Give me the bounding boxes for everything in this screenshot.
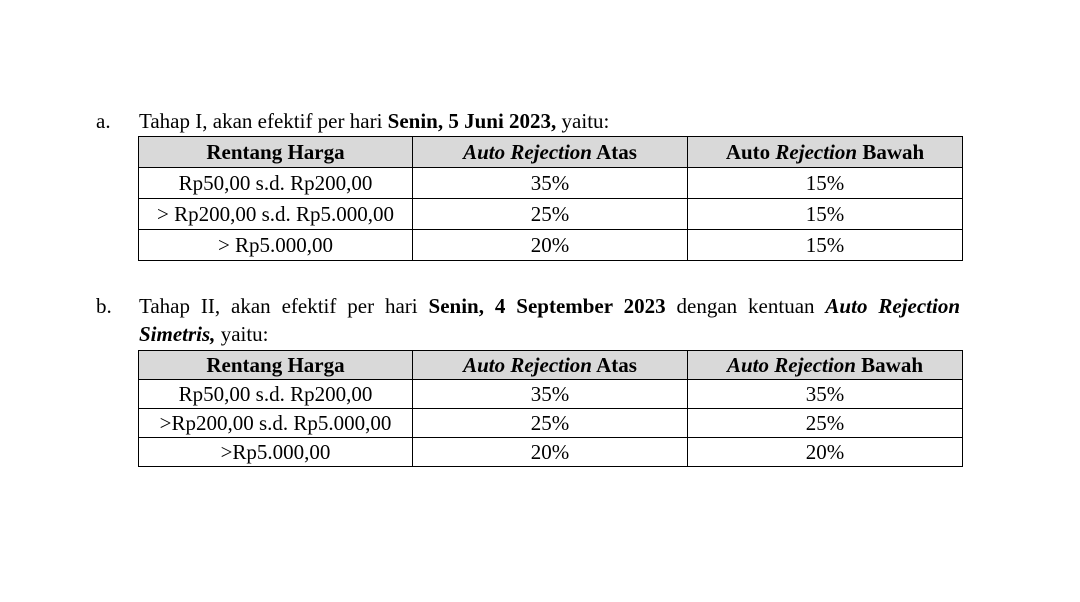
intro-text-end: yaitu: — [556, 109, 610, 133]
table-row — [139, 168, 963, 199]
cell-lower-limit: 25% — [688, 409, 963, 438]
cell-upper-limit: 20% — [413, 438, 688, 467]
header-auto-rejection-lower — [688, 137, 963, 168]
cell-lower-limit: 15% — [688, 230, 963, 261]
table-row — [139, 438, 963, 467]
header-italic-text: Auto Rejection — [726, 352, 856, 377]
cell-price-range: >Rp200,00 s.d. Rp5.000,00 — [139, 409, 413, 438]
header-italic-text: Rejection — [775, 139, 858, 164]
header-text: Bawah — [857, 139, 925, 164]
cell-price-range: Rp50,00 s.d. Rp200,00 — [139, 380, 413, 409]
cell-price-range: > Rp5.000,00 — [139, 230, 413, 261]
intro-text-mid: dengan kentuan — [665, 294, 826, 318]
header-text: Bawah — [855, 352, 924, 377]
cell-lower-limit: 35% — [688, 380, 963, 409]
cell-price-range: > Rp200,00 s.d. Rp5.000,00 — [139, 199, 413, 230]
intro-date: Senin, 4 September 2023 — [428, 294, 666, 318]
cell-upper-limit: 25% — [413, 409, 688, 438]
header-price-range: Rentang Harga — [139, 137, 413, 168]
cell-price-range: >Rp5.000,00 — [139, 438, 413, 467]
cell-lower-limit: 15% — [688, 168, 963, 199]
header-italic-text: Auto Rejection — [463, 352, 592, 377]
table-header-row — [139, 137, 963, 168]
intro-text: Tahap II, akan efektif per hari — [139, 294, 429, 318]
table-row — [139, 409, 963, 438]
header-text: Auto — [725, 139, 776, 164]
header-auto-rejection-lower — [688, 351, 963, 380]
table-row — [139, 230, 963, 261]
header-auto-rejection-upper — [413, 351, 688, 380]
header-text: Atas — [592, 352, 637, 377]
header-price-range: Rentang Harga — [139, 351, 413, 380]
table-row — [139, 380, 963, 409]
intro-date: Senin, 5 Juni 2023, — [387, 109, 557, 133]
intro-text: Tahap I, akan efektif per hari — [139, 109, 388, 133]
table-header-row — [139, 351, 963, 380]
table-row — [139, 199, 963, 230]
section-b-intro — [139, 292, 960, 348]
cell-upper-limit: 25% — [413, 199, 688, 230]
header-auto-rejection-upper — [413, 137, 688, 168]
intro-text-end: yaitu: — [215, 322, 269, 346]
cell-lower-limit: 15% — [688, 199, 963, 230]
cell-price-range: Rp50,00 s.d. Rp200,00 — [139, 168, 413, 199]
price-range-table-b — [138, 350, 963, 467]
cell-upper-limit: 20% — [413, 230, 688, 261]
cell-upper-limit: 35% — [413, 168, 688, 199]
price-range-table-a — [138, 136, 963, 261]
cell-lower-limit: 20% — [688, 438, 963, 467]
list-marker-a: a. — [96, 109, 111, 133]
list-marker-b: b. — [96, 294, 112, 318]
header-italic-text: Auto Rejection — [463, 139, 592, 164]
cell-upper-limit: 35% — [413, 380, 688, 409]
header-text: Atas — [592, 139, 637, 164]
intro-emphasis: Auto Rejection Simetris, — [139, 294, 960, 346]
section-a-intro — [139, 107, 960, 135]
